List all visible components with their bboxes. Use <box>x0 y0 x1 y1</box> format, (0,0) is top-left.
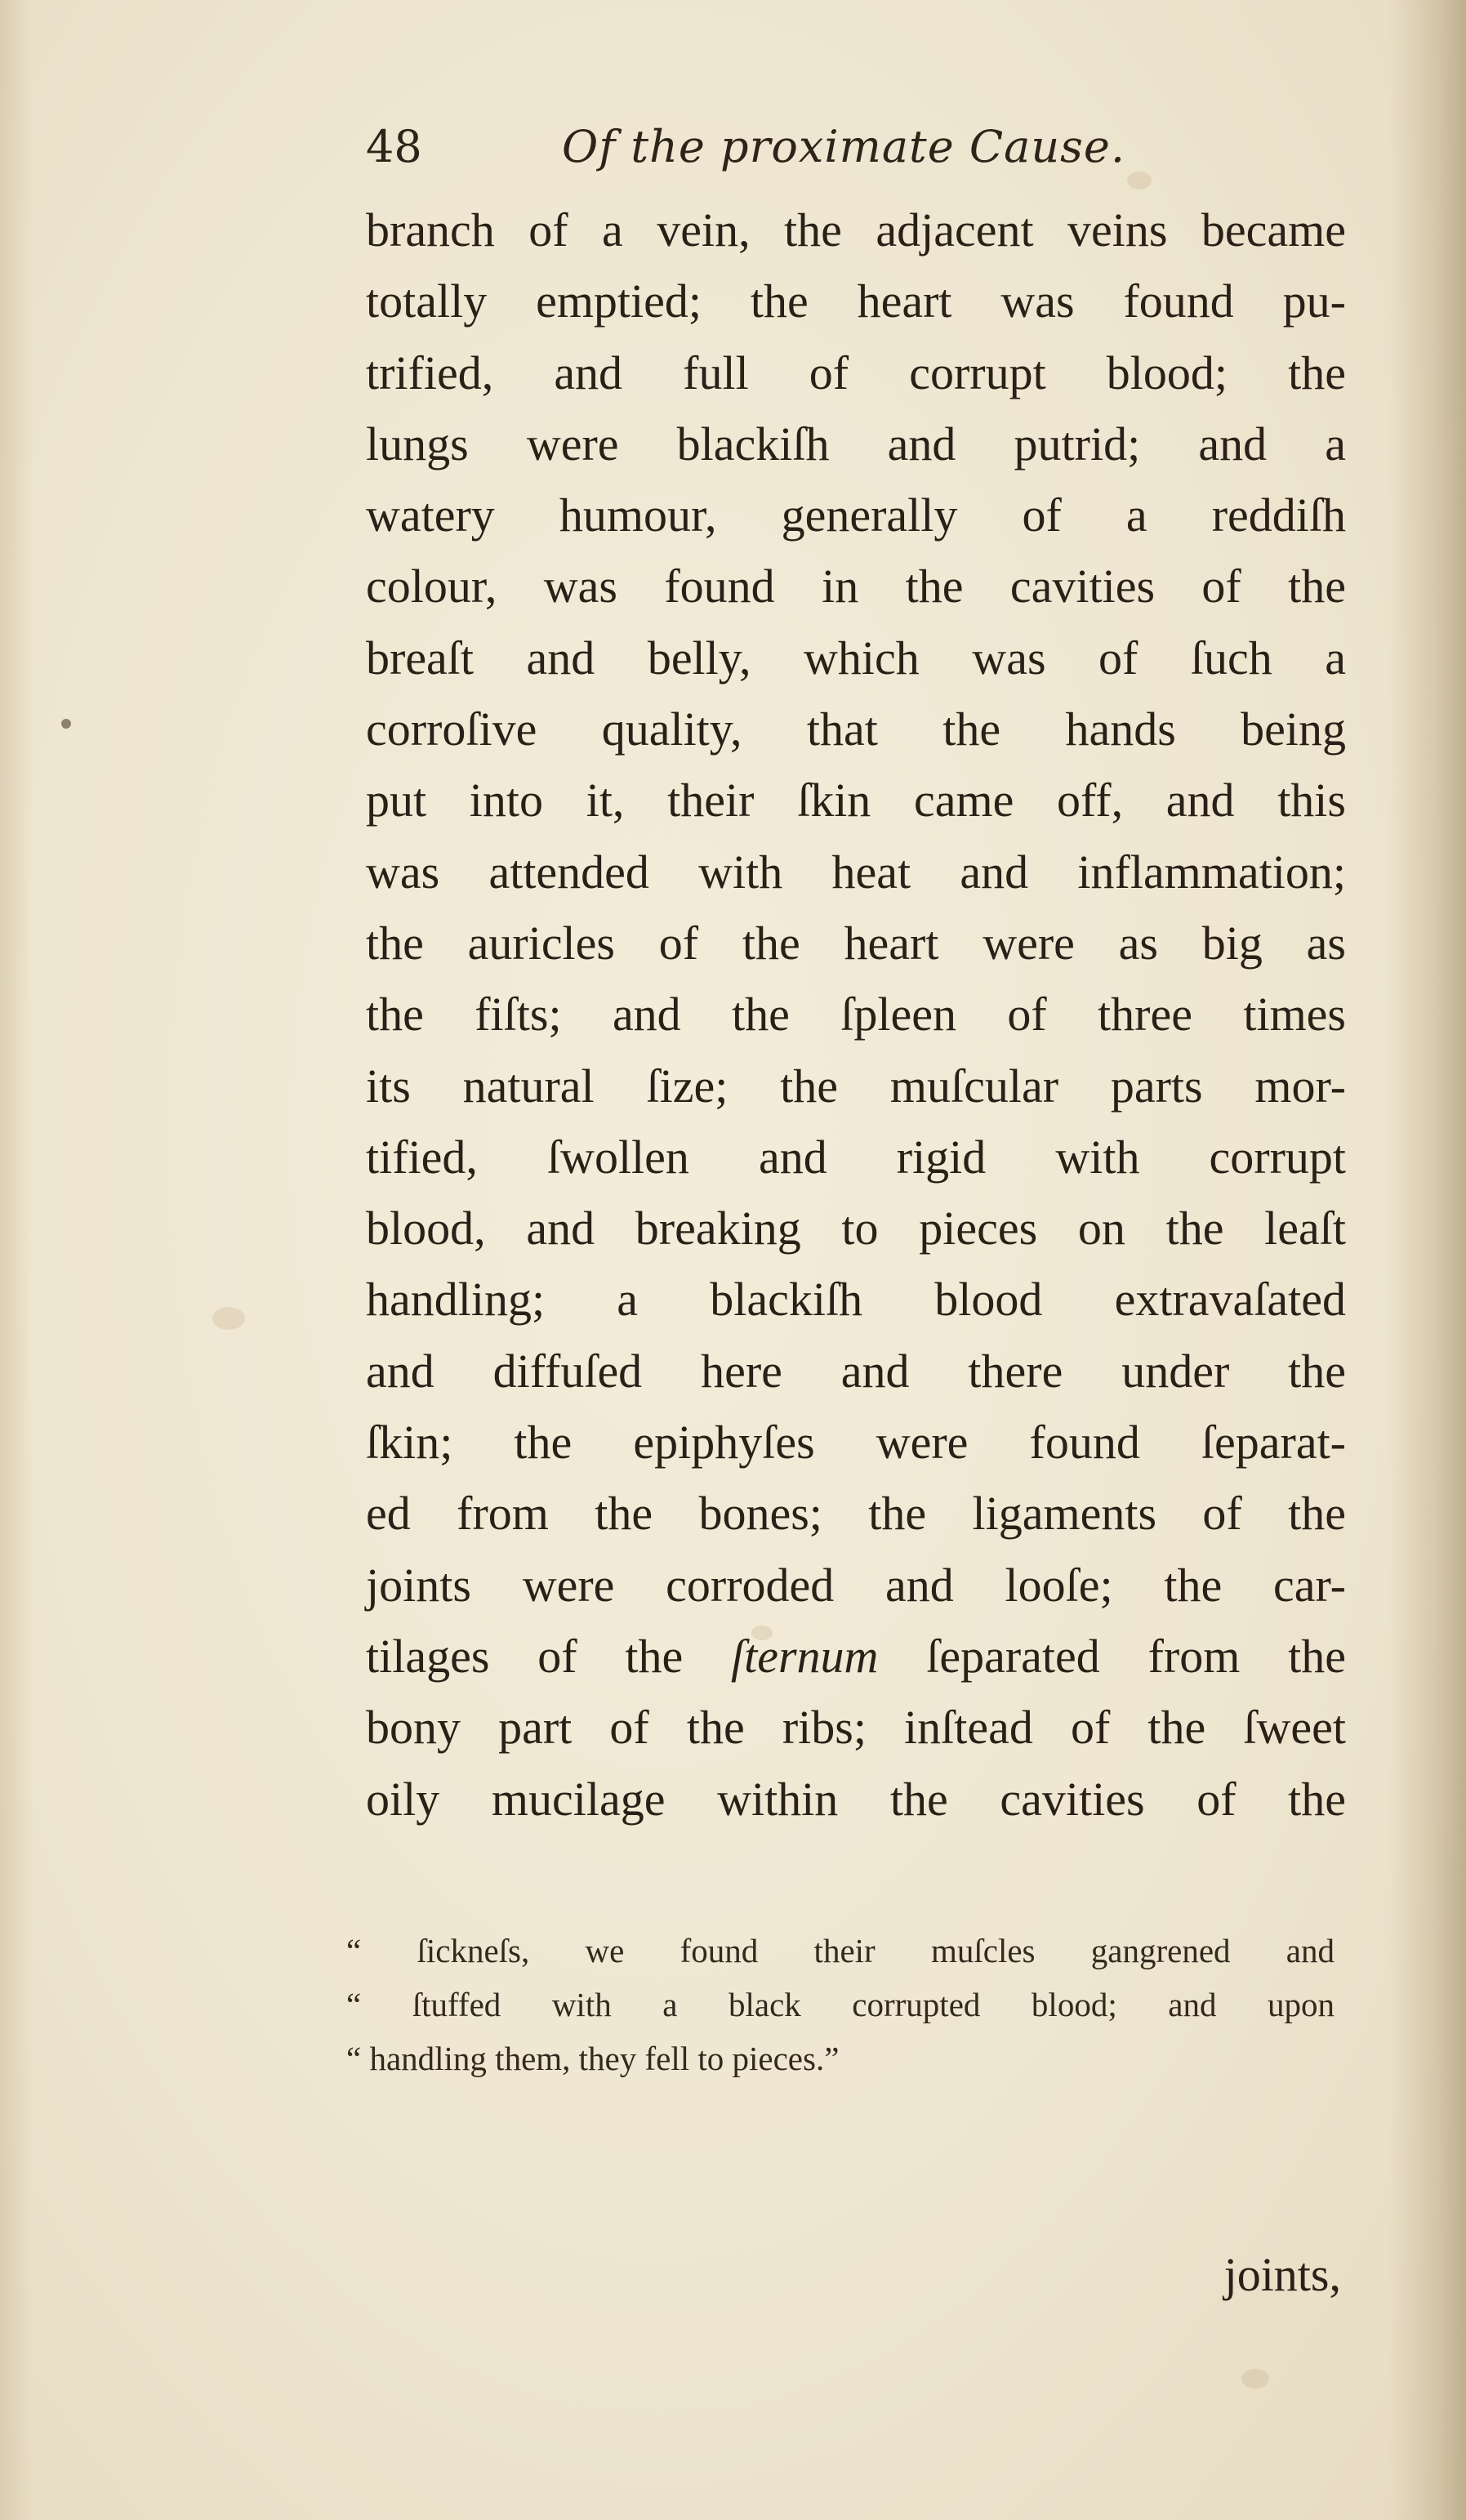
page-edge-shadow <box>1388 0 1466 2520</box>
footnote-line: “ handling them, they fell to pieces.” <box>346 2040 840 2077</box>
body-line: ed from the bones; the ligaments of the <box>366 1487 1346 1541</box>
foxing-spot <box>1127 172 1152 190</box>
body-line: blood, and breaking to pieces on the leaſt <box>366 1202 1346 1256</box>
body-line-segment: ſeparated from the <box>878 1629 1346 1683</box>
running-head: Of the proximate Cause. <box>562 121 1125 172</box>
page-number: 48 <box>366 121 422 172</box>
body-line: was attended with heat and inflammation; <box>366 845 1346 899</box>
body-line: oily mucilage within the cavities of the <box>366 1772 1346 1826</box>
body-line-segment: tilages of the <box>366 1629 732 1683</box>
body-line: corroſive quality, that the hands being <box>366 702 1346 756</box>
body-line: the auricles of the heart were as big as <box>366 916 1346 970</box>
show-through-text <box>359 2091 1323 2142</box>
body-line: joints were corroded and looſe; the car- <box>366 1558 1346 1612</box>
body-line: colour, was found in the cavities of the <box>366 560 1346 613</box>
body-line: the fiſts; and the ſpleen of three times <box>366 988 1346 1041</box>
body-line: handling; a blackiſh blood extravaſated <box>366 1273 1346 1327</box>
catchword: joints, <box>1223 2248 1341 2301</box>
foxing-spot <box>61 719 71 729</box>
body-line: branch of a vein, the adjacent veins became <box>366 203 1346 256</box>
body-line: breaſt and belly, which was of ſuch a <box>366 631 1346 685</box>
footnote-line: “ ſtuffed with a black corrupted blood; and upon <box>346 1986 1335 2023</box>
body-line: its natural ſize; the muſcular parts mor- <box>366 1059 1346 1113</box>
italic-term: ſternum <box>731 1629 879 1683</box>
body-line: lungs were blackiſh and putrid; and a <box>366 417 1346 471</box>
foxing-spot <box>1241 2369 1269 2388</box>
body-line: trified, and full of corrupt blood; the <box>366 346 1346 399</box>
footnote-line: “ ſickneſs, we found their muſcles gangrened and <box>346 1932 1335 1969</box>
body-line <box>366 1621 1346 1692</box>
body-line: and diffuſed here and there under the <box>366 1344 1346 1398</box>
body-line: totally emptied; the heart was found pu- <box>366 274 1346 328</box>
body-line: tified, ſwollen and rigid with corrupt <box>366 1130 1346 1184</box>
footnote <box>346 1924 1335 2085</box>
body-line: put into it, their ſkin came off, and this <box>366 774 1346 827</box>
body-text <box>366 194 1346 1835</box>
body-line: bony part of the ribs; inſtead of the ſweet <box>366 1701 1346 1755</box>
body-line: ſkin; the epiphyſes were found ſeparat- <box>366 1416 1346 1470</box>
page-gutter-shadow <box>0 0 33 2520</box>
foxing-spot <box>212 1307 245 1330</box>
body-line: watery humour, generally of a reddiſh <box>366 488 1346 542</box>
show-through-line <box>359 2091 1323 2142</box>
